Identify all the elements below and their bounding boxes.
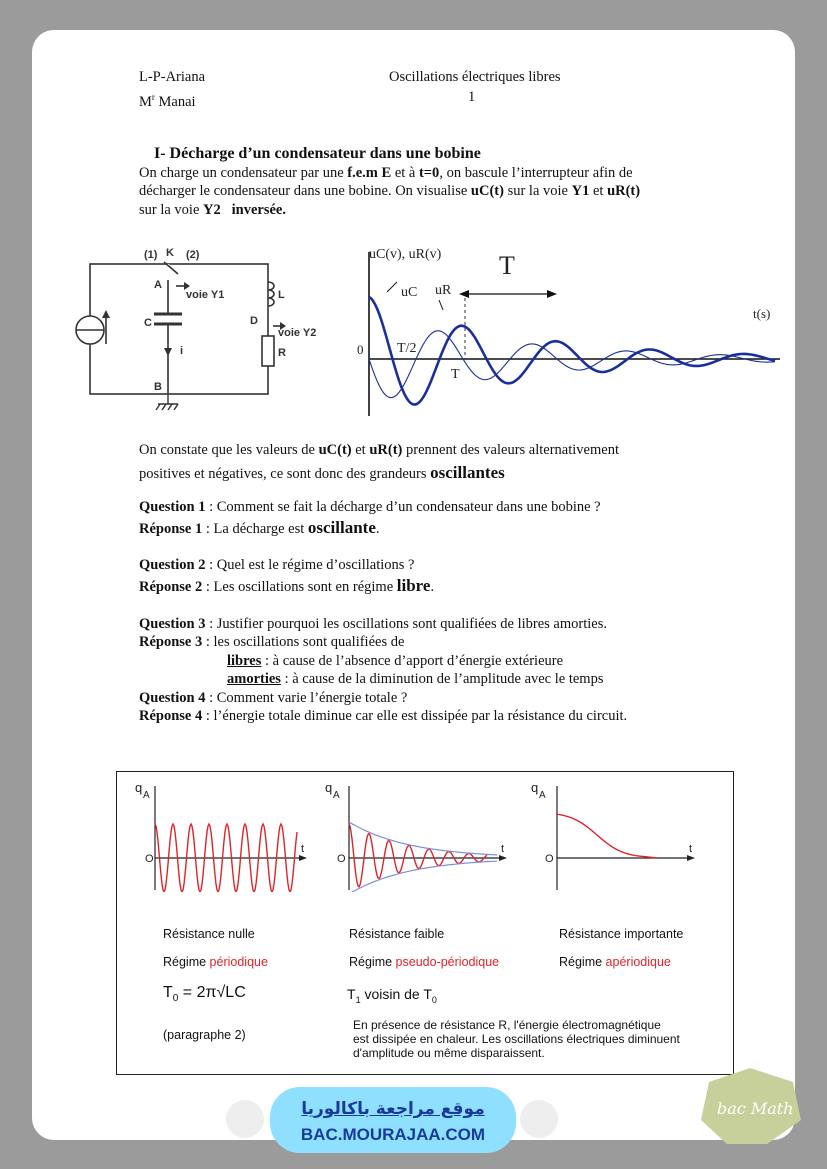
svg-text:uR: uR	[435, 283, 452, 298]
svg-text:bac Math: bac Math	[717, 1099, 794, 1118]
svg-text:A: A	[143, 790, 150, 801]
observation-line-1: On constate que les valeurs de uC(t) et uR(t) prennent des valeurs alternativement	[139, 442, 619, 458]
svg-text:t(s): t(s)	[753, 306, 771, 321]
svg-text:T: T	[451, 367, 460, 382]
formula-t0: $T_0 = 2\pi√LC$	[163, 984, 246, 1005]
label-resistance-nulle: Résistance nulle	[163, 927, 255, 941]
svg-text:C: C	[144, 317, 152, 329]
svg-text:A: A	[539, 790, 546, 801]
label-regime-pseudo: Régime pseudo-périodique	[349, 955, 500, 969]
answer-1: Réponse 1 : La décharge est oscillante.	[139, 518, 380, 537]
question-4: Question 4 : Comment varie l’énergie totale ?	[139, 690, 408, 706]
answer-3: Réponse 3 : les oscillations sont qualifiées de	[139, 634, 405, 650]
header-school: L-P-Ariana	[139, 69, 206, 85]
circuit-diagram	[68, 244, 338, 414]
svg-text:0: 0	[357, 342, 364, 357]
label-resistance-faible: Résistance faible	[349, 927, 445, 941]
intro-line-1: On charge un condensateur par une f.e.m E et à t=0, on bascule l’interrupteur afin de	[139, 165, 633, 181]
question-3: Question 3 : Justifier pourquoi les oscillations sont qualifiées de libres amorties.	[139, 616, 607, 632]
footer-logo-right-icon	[520, 1100, 558, 1138]
svg-text:A: A	[154, 279, 162, 291]
ur-curve	[369, 331, 775, 398]
svg-text:q: q	[325, 780, 333, 795]
header-title: Oscillations électriques libres	[389, 69, 561, 85]
svg-text:uC: uC	[401, 285, 418, 300]
footer-logo-left-icon	[226, 1100, 264, 1138]
label-regime-aperiodique: Régime apériodique	[559, 955, 671, 969]
svg-text:t: t	[301, 843, 305, 855]
svg-text:voie Y2: voie Y2	[278, 327, 317, 339]
answer-2: Réponse 2 : Les oscillations sont en régime libre.	[139, 576, 435, 595]
svg-text:t: t	[501, 843, 505, 855]
svg-text:O: O	[545, 853, 554, 865]
svg-text:D: D	[250, 315, 258, 327]
answer-3-amorties: amorties : à cause de la diminution de l’amplitude avec le temps	[227, 671, 604, 687]
uc-curve	[369, 297, 775, 405]
oscillation-graph	[355, 244, 785, 419]
svg-text:q: q	[531, 780, 539, 795]
label-paragraphe: (paragraphe 2)	[163, 1028, 246, 1042]
svg-text:t: t	[689, 843, 693, 855]
svg-text:A: A	[333, 790, 340, 801]
answer-3-libres: libres : à cause de l’absence d’apport d’énergie extérieure	[227, 653, 564, 669]
svg-text:(2): (2)	[186, 249, 200, 261]
svg-text:B: B	[154, 381, 162, 393]
footer-site-badge[interactable]	[270, 1087, 516, 1153]
svg-text:uC(v), uR(v): uC(v), uR(v)	[369, 247, 442, 262]
energy-note: En présence de résistance R, l'énergie électromagnétique est dissipée en chaleur. Les oscillations électriques diminuent d'amplitude ou même disparaissent.	[353, 1018, 680, 1060]
footer-arabic-title: موقع مراجعة باكالوريا	[301, 1099, 485, 1119]
svg-text:i: i	[180, 345, 184, 357]
envelope-lower	[349, 861, 497, 892]
regimes-figure	[116, 771, 734, 1075]
svg-text:q: q	[135, 780, 143, 795]
observation-line-2: positives et négatives, ce sont donc des grandeurs oscillantes	[139, 463, 505, 482]
intro-line-3: sur la voie Y2 inversée.	[139, 202, 286, 218]
svg-text:O: O	[337, 853, 346, 865]
svg-text:T/2: T/2	[397, 341, 417, 356]
svg-text:T: T	[499, 251, 515, 280]
svg-text:O: O	[145, 853, 154, 865]
answer-4: Réponse 4 : l’énergie totale diminue car elle est dissipée par la résistance du circuit.	[139, 708, 628, 724]
regimes-plots	[117, 772, 733, 892]
label-t1: $T_1$ voisin de $T_0$	[347, 986, 437, 1005]
footer-url: BAC.MOURAJAA.COM	[300, 1125, 486, 1144]
svg-text:voie Y1: voie Y1	[186, 289, 225, 301]
svg-text:K: K	[166, 247, 174, 259]
header-teacher: $M^r$ Manai	[139, 92, 196, 110]
intro-line-2: décharger le condensateur dans une bobine. On visualise uC(t) sur la voie Y1 et uR(t)	[139, 183, 641, 199]
svg-text:L: L	[278, 289, 285, 301]
section-title: I- Décharge d’un condensateur dans une bobine	[154, 145, 481, 162]
label-resistance-importante: Résistance importante	[559, 927, 684, 941]
bacmath-logo-icon	[697, 1066, 803, 1146]
pseudo-periodic-curve	[349, 824, 487, 887]
question-1: Question 1 : Comment se fait la décharge d’un condensateur dans une bobine ?	[139, 499, 601, 515]
label-regime-periodique: Régime périodique	[163, 955, 268, 969]
header-page-number: 1	[468, 89, 476, 105]
svg-text:R: R	[278, 347, 286, 359]
aperiodic-curve	[557, 814, 657, 858]
question-2: Question 2 : Quel est le régime d’oscillations ?	[139, 557, 415, 573]
svg-text:(1): (1)	[144, 249, 158, 261]
